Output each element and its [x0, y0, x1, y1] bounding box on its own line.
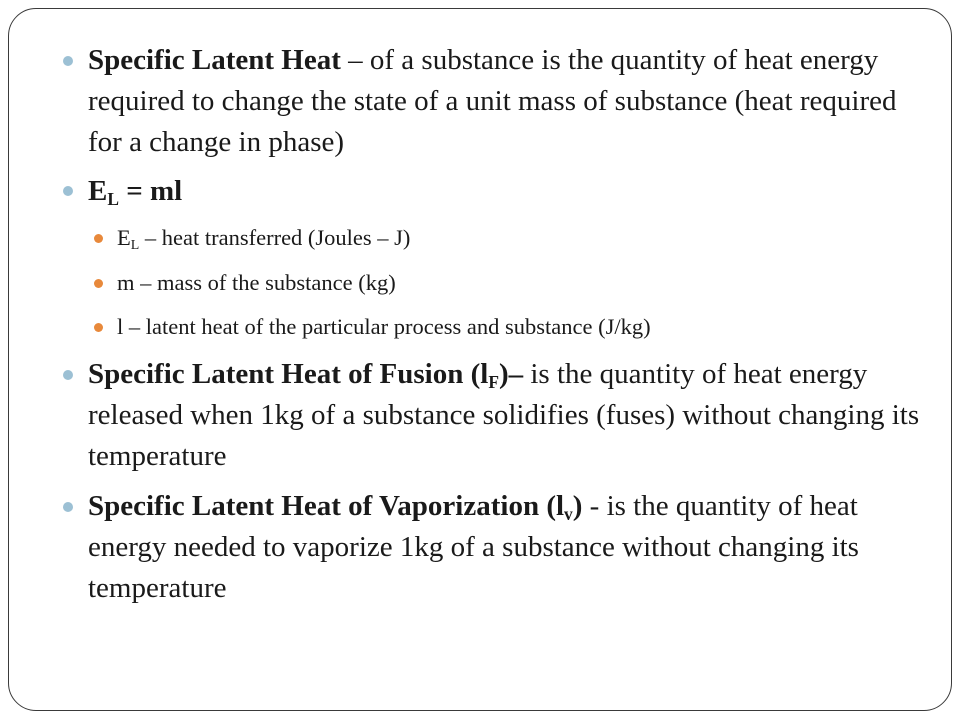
- vaporization-subscript: v: [564, 504, 573, 525]
- formula-rhs: = ml: [118, 175, 183, 207]
- term-fusion: Specific Latent Heat of Fusion $(l_F)-$: [88, 358, 524, 393]
- formula-lhs: E: [88, 175, 108, 207]
- sub-bullet-marker: [94, 234, 103, 243]
- definition-specific-latent-heat: – of a substance is the quantity of heat energy required to change the state of a unit mass of substance (heat required for a change in phase): [88, 44, 897, 158]
- sub-bullet-marker: [94, 323, 103, 332]
- formula-line: [88, 171, 923, 212]
- bullet-marker: [63, 370, 73, 380]
- symbol-el-subscript: L: [130, 238, 140, 254]
- sub-item-mass: [117, 268, 917, 298]
- formula-subscript: L: [107, 189, 119, 210]
- definition-vaporization: - is the quantity of heat energy needed to vaporize 1kg of a substance without changing its temperature: [88, 490, 859, 604]
- sub-item-heat-transferred: [117, 223, 917, 253]
- bullet-marker: [63, 186, 73, 196]
- bullet-latent-heat-vaporization: [88, 486, 923, 609]
- desc-latent-heat: – latent heat of the particular process and substance (J/kg): [123, 314, 651, 339]
- fusion-subscript: F: [488, 372, 499, 393]
- term-specific-latent-heat: Specific Latent Heat: [88, 44, 341, 76]
- sub-item-latent-heat: [117, 312, 917, 342]
- bullet-latent-heat-fusion: [88, 354, 923, 477]
- symbol-m: m: [117, 270, 135, 295]
- desc-mass: – mass of the substance (kg): [134, 270, 396, 295]
- bullet-marker: [63, 502, 73, 512]
- definition-fusion: is the quantity of heat energy released when 1kg of a substance solidifies (fuses) without changing its temperature: [88, 358, 920, 472]
- term-vaporization: Specific Latent Heat of Vaporization $(l_v)$: [88, 490, 583, 525]
- symbol-l: l: [117, 314, 124, 339]
- bullet-marker: [63, 56, 73, 66]
- sub-bullet-marker: [94, 279, 103, 288]
- desc-heat-transferred: – heat transferred (Joules – J): [139, 225, 411, 250]
- bullet-specific-latent-heat: [88, 40, 923, 163]
- symbol-el: E: [117, 225, 131, 250]
